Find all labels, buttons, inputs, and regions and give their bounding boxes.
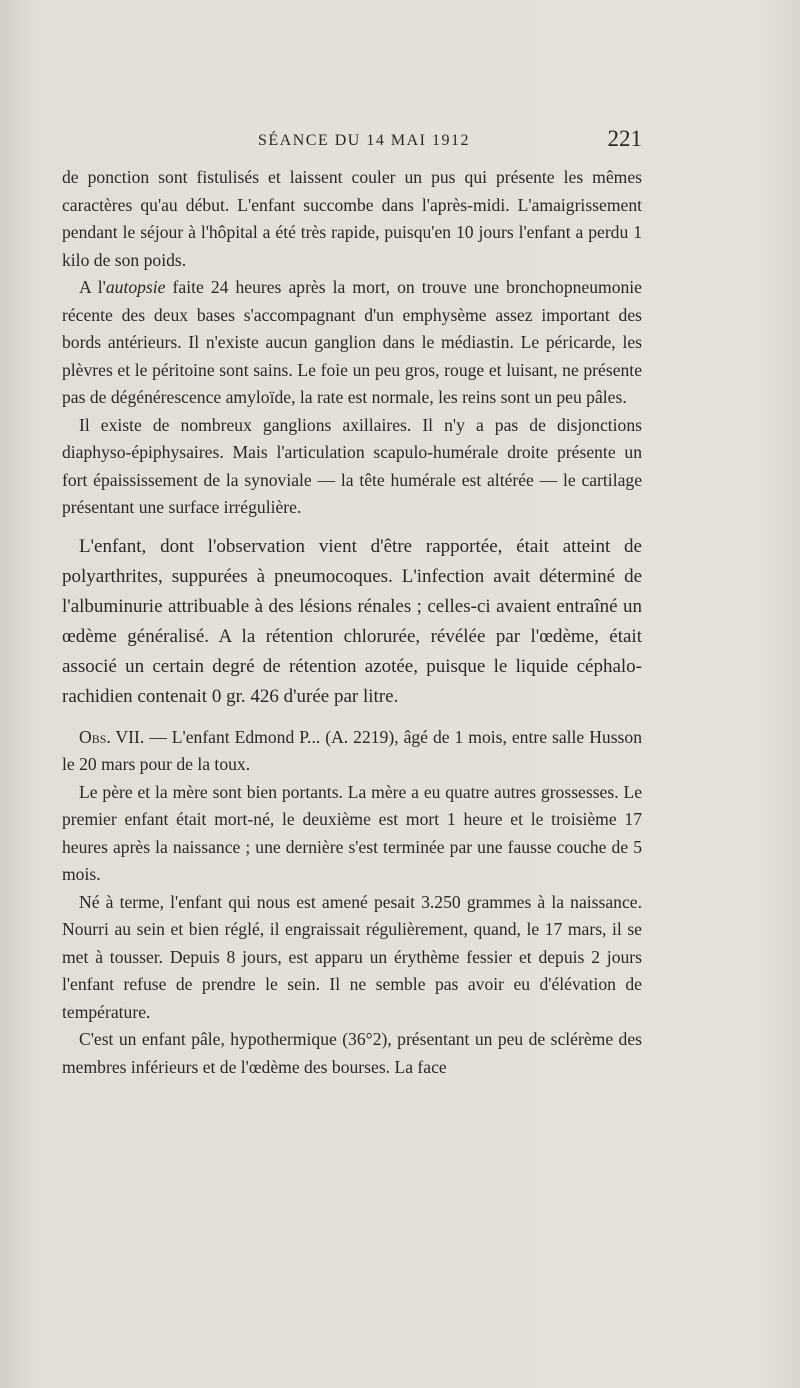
paragraph-autopsie — [62, 274, 642, 412]
running-title: SÉANCE DU 14 MAI 1912 — [258, 132, 470, 149]
paragraph-ponction: de ponction sont fistulisés et laissent couler un pus qui présente les mêmes caractères qu'au début. L'enfant succombe dans l'après-midi. L'amaigrissement pendant le séjour à l'hôpital a été très rapide, puisqu'en 10 jours l'enfant a perdu 1 kilo de son poids. — [62, 167, 642, 270]
obs-text: — L'enfant Edmond P... (A. 2219), âgé de 1 mois, entre salle Husson le 20 mars pour de la toux. — [62, 726, 642, 774]
paragraph-birth: Né à terme, l'enfant qui nous est amené pesait 3.250 grammes à la naissance. Nourri au sein et bien réglé, il engraissait régulièrement, quand, le 17 mars, il se met à tousser. Depuis 8 jours, est apparu un érythème fessier et depuis 2 jours l'enfant refuse de prendre le sein. Il ne semble pas avoir eu d'élévation de température. — [62, 891, 642, 1022]
paragraph-parents: Le père et la mère sont bien portants. La mère a eu quatre autres grossesses. Le premier enfant était mort-né, le deuxième est mort 1 heure et le troisième 17 heures après la naissance ; une dernière s'est terminée par une fausse couche de 5 mois. — [62, 781, 642, 884]
page-header — [62, 126, 642, 156]
autopsie-term: autopsie — [105, 277, 166, 297]
body-text — [62, 164, 642, 1081]
paragraph-ganglions: Il existe de nombreux ganglions axillaires. Il n'y a pas de disjonctions diaphyso-épiphysaires. Mais l'articulation scapulo-humérale droite présente un fort épaississement de la synoviale — la tête humérale est altérée — le cartilage présentant une surface irrégulière. — [62, 414, 642, 517]
obs-label: Obs. VII. — [79, 726, 145, 747]
page-number: 221 — [607, 126, 642, 151]
autopsie-lead: A l' — [79, 277, 106, 297]
paragraph-examination: C'est un enfant pâle, hypothermique (36°2), présentant un peu de sclérème des membres inférieurs et de l'œdème des bourses. La face — [62, 1029, 642, 1077]
autopsie-text: faite 24 heures après la mort, on trouve une bronchopneumonie récente des deux bases s'accompagnant d'un emphysème assez important des bords antérieurs. Il n'existe aucun ganglion dans le médiastin. Le péricarde, les plèvres et le péritoine sont sains. Le foie un peu gros, rouge et luisant, ne présente pas de dégénérescence amyloïde, la rate est normale, les reins sont un peu pâles. — [62, 277, 642, 407]
paragraph-summary: L'enfant, dont l'observation vient d'être rapportée, était atteint de polyarthrites, suppurées à pneumocoques. L'infection avait déterminé de l'albuminurie attribuable à des lésions rénales ; celles-ci avaient entraîné un œdème généralisé. A la rétention chlorurée, révélée par l'œdème, était associé un certain degré de rétention azotée, puisque le liquide céphalo-rachidien contenait 0 gr. 426 d'urée par litre. — [62, 535, 642, 707]
paragraph-obs-vii — [62, 724, 642, 779]
